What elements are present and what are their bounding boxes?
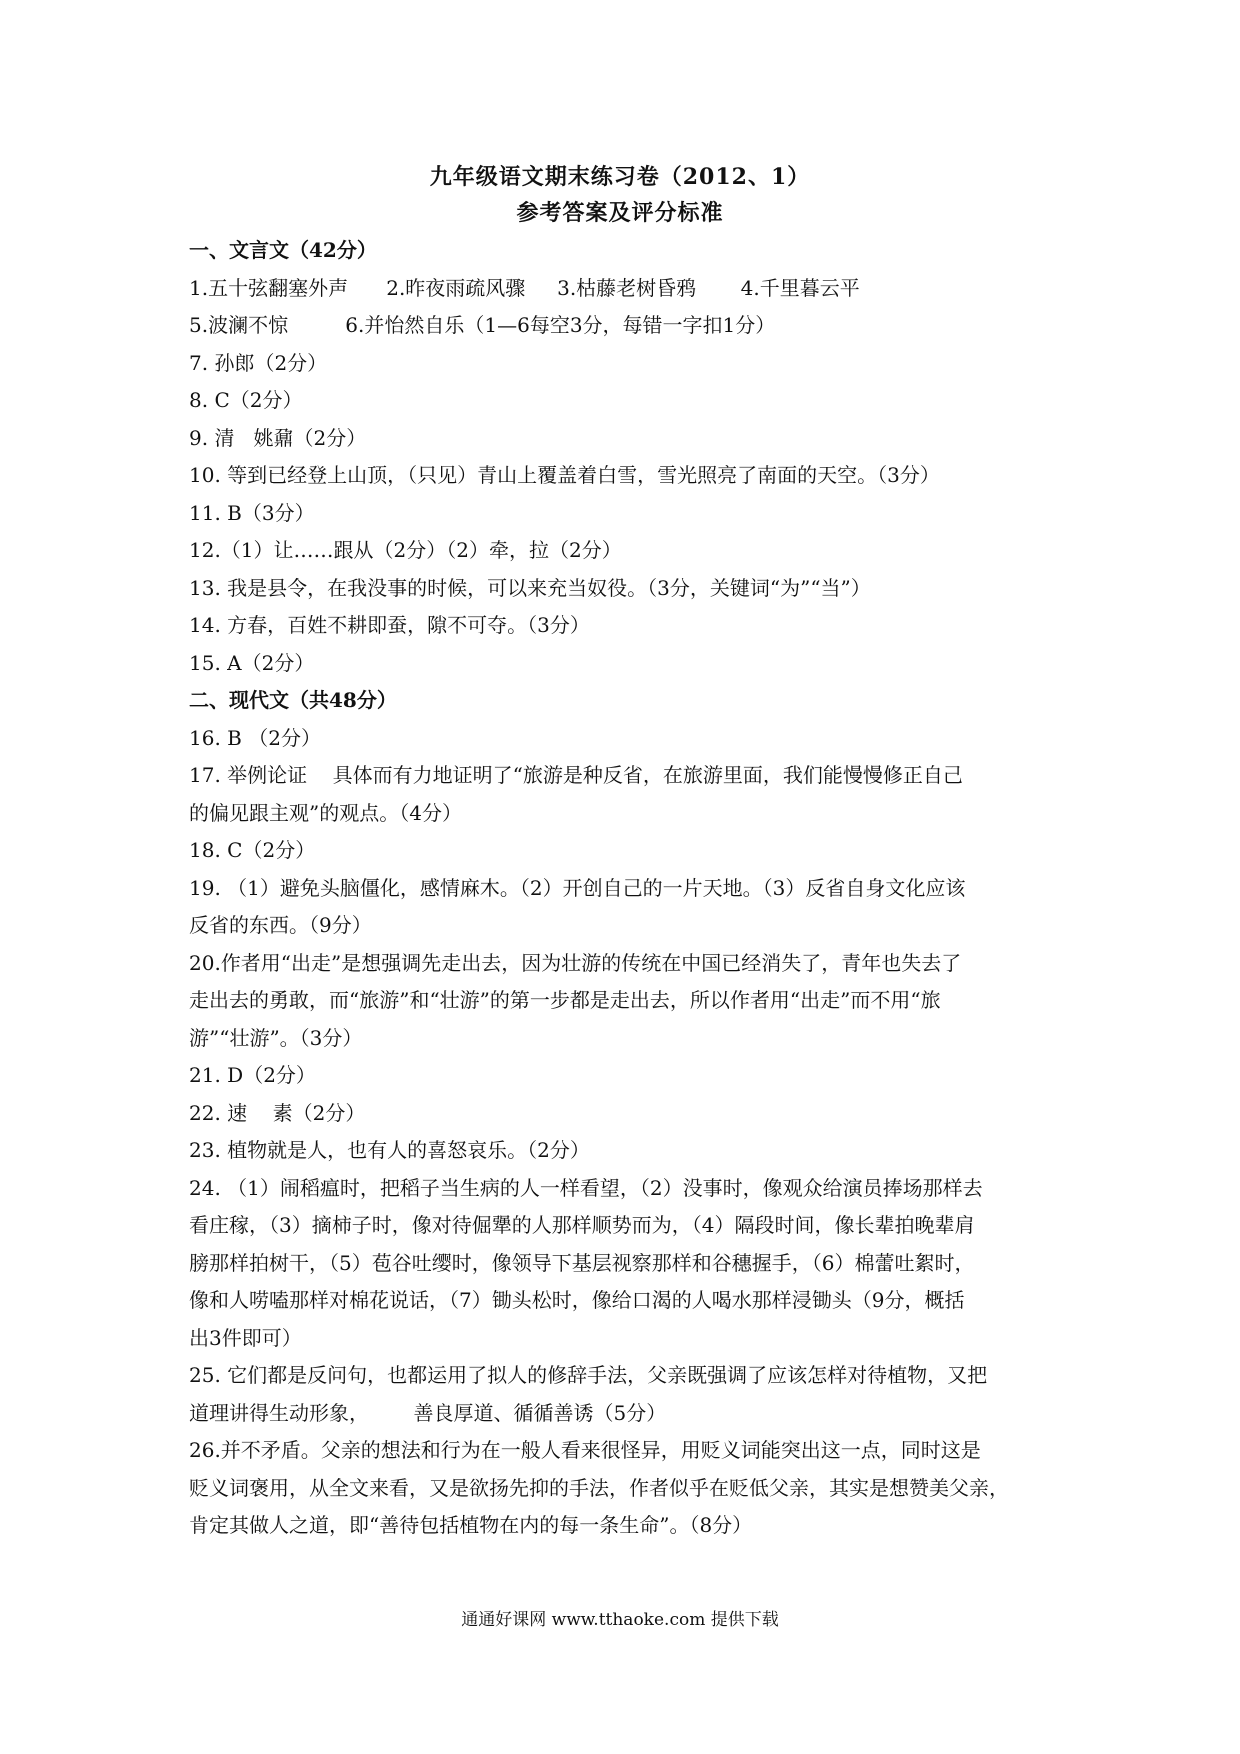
answer-line: 23. 植物就是人，也有人的喜怒哀乐。（2分）: [189, 1138, 590, 1162]
answer-line: 24. （1）闹稻瘟时，把稻子当生病的人一样看望，（2）没事时，像观众给演员捧场那样去: [189, 1175, 983, 1200]
answer-line: 20.作者用“出走”是想强调先走出去，因为壮游的传统在中国已经消失了，青年也失去了: [189, 950, 962, 975]
answer-line: 26.并不矛盾。父亲的想法和行为在一般人看来很怪异，用贬义词能突出这一点，同时这是: [189, 1438, 981, 1462]
answer-content: [189, 232, 1059, 1545]
section-heading-classical: 一、文言文（42分）: [189, 238, 377, 262]
answer-line: 5.波澜不惊 6.并怡然自乐（1—6每空3分，每错一字扣1分）: [189, 313, 776, 337]
answer-line: 9. 清 姚鼐（2分）: [189, 425, 367, 450]
answer-line: 肯定其做人之道，即“善待包括植物在内的每一条生命”。（8分）: [189, 1513, 753, 1537]
answer-line: 18. C（2分）: [189, 838, 316, 862]
answer-line: 1.五十弦翻塞外声 2.昨夜雨疏风骤 3.枯藤老树昏鸦 4.千里暮云平: [189, 275, 860, 300]
page-subtitle: 参考答案及评分标准: [516, 200, 724, 226]
page-footer: 通通好课网 www.tthaoke.com 提供下载: [461, 1610, 779, 1630]
answer-line: 15. A（2分）: [189, 650, 315, 675]
answer-line: 看庄稼，（3）摘柿子时，像对待倔犟的人那样顺势而为，（4）隔段时间，像长辈拍晚辈肩: [189, 1213, 975, 1237]
answer-line: 17. 举例论证 具体而有力地证明了“旅游是种反省，在旅游里面，我们能慢慢修正自己: [189, 763, 963, 787]
answer-line: 7. 孙郎（2分）: [189, 350, 328, 375]
answer-line: 出3件即可）: [189, 1325, 302, 1350]
answer-line: 14. 方春，百姓不耕即蚕，隙不可夺。（3分）: [189, 613, 590, 637]
answer-line: 21. D（2分）: [189, 1063, 316, 1087]
page-title: 九年级语文期末练习卷（2012、1）: [429, 164, 811, 190]
answer-line: 走出去的勇敢，而“旅游”和“壮游”的第一步都是走出去，所以作者用“出走”而不用“旅: [189, 988, 941, 1012]
section-heading-modern: 二、现代文（共48分）: [189, 688, 397, 712]
answer-line: 膀那样拍树干，（5）苞谷吐缨时，像领导下基层视察那样和谷穗握手，（6）棉蕾吐絮时，: [189, 1250, 975, 1275]
answer-line: 反省的东西。（9分）: [189, 913, 372, 937]
answer-line: 道理讲得生动形象， 善良厚道、循循善诱（5分）: [189, 1400, 667, 1425]
answer-line: 22. 速 素（2分）: [189, 1100, 366, 1125]
answer-line: 12.（1）让……跟从（2分）（2）牵，拉（2分）: [189, 538, 622, 562]
answer-line: 10. 等到已经登上山顶，（只见）青山上覆盖着白雪，雪光照亮了南面的天空。（3分）: [189, 463, 940, 487]
answer-line: 的偏见跟主观”的观点。（4分）: [189, 800, 462, 825]
answer-line: 13. 我是县令，在我没事的时候，可以来充当奴役。（3分，关键词“为”“当”）: [189, 575, 871, 600]
answer-line: 25. 它们都是反问句，也都运用了拟人的修辞手法，父亲既强调了应该怎样对待植物，又把: [189, 1363, 988, 1387]
answer-line: 像和人唠嗑那样对棉花说话，（7）锄头松时，像给口渴的人喝水那样浸锄头（9分，概括: [189, 1288, 965, 1312]
answer-line: 游”“壮游”。（3分）: [189, 1025, 363, 1050]
answer-line: 贬义词褒用，从全文来看，又是欲扬先抑的手法，作者似乎在贬低父亲，其实是想赞美父亲，: [189, 1475, 1009, 1500]
answer-line: 16. B （2分）: [189, 725, 321, 750]
answer-line: 19. （1）避免头脑僵化，感情麻木。（2）开创自己的一片天地。（3）反省自身文化应该: [189, 875, 966, 900]
answer-line: 8. C（2分）: [189, 388, 303, 412]
answer-line: 11. B（3分）: [189, 500, 315, 525]
